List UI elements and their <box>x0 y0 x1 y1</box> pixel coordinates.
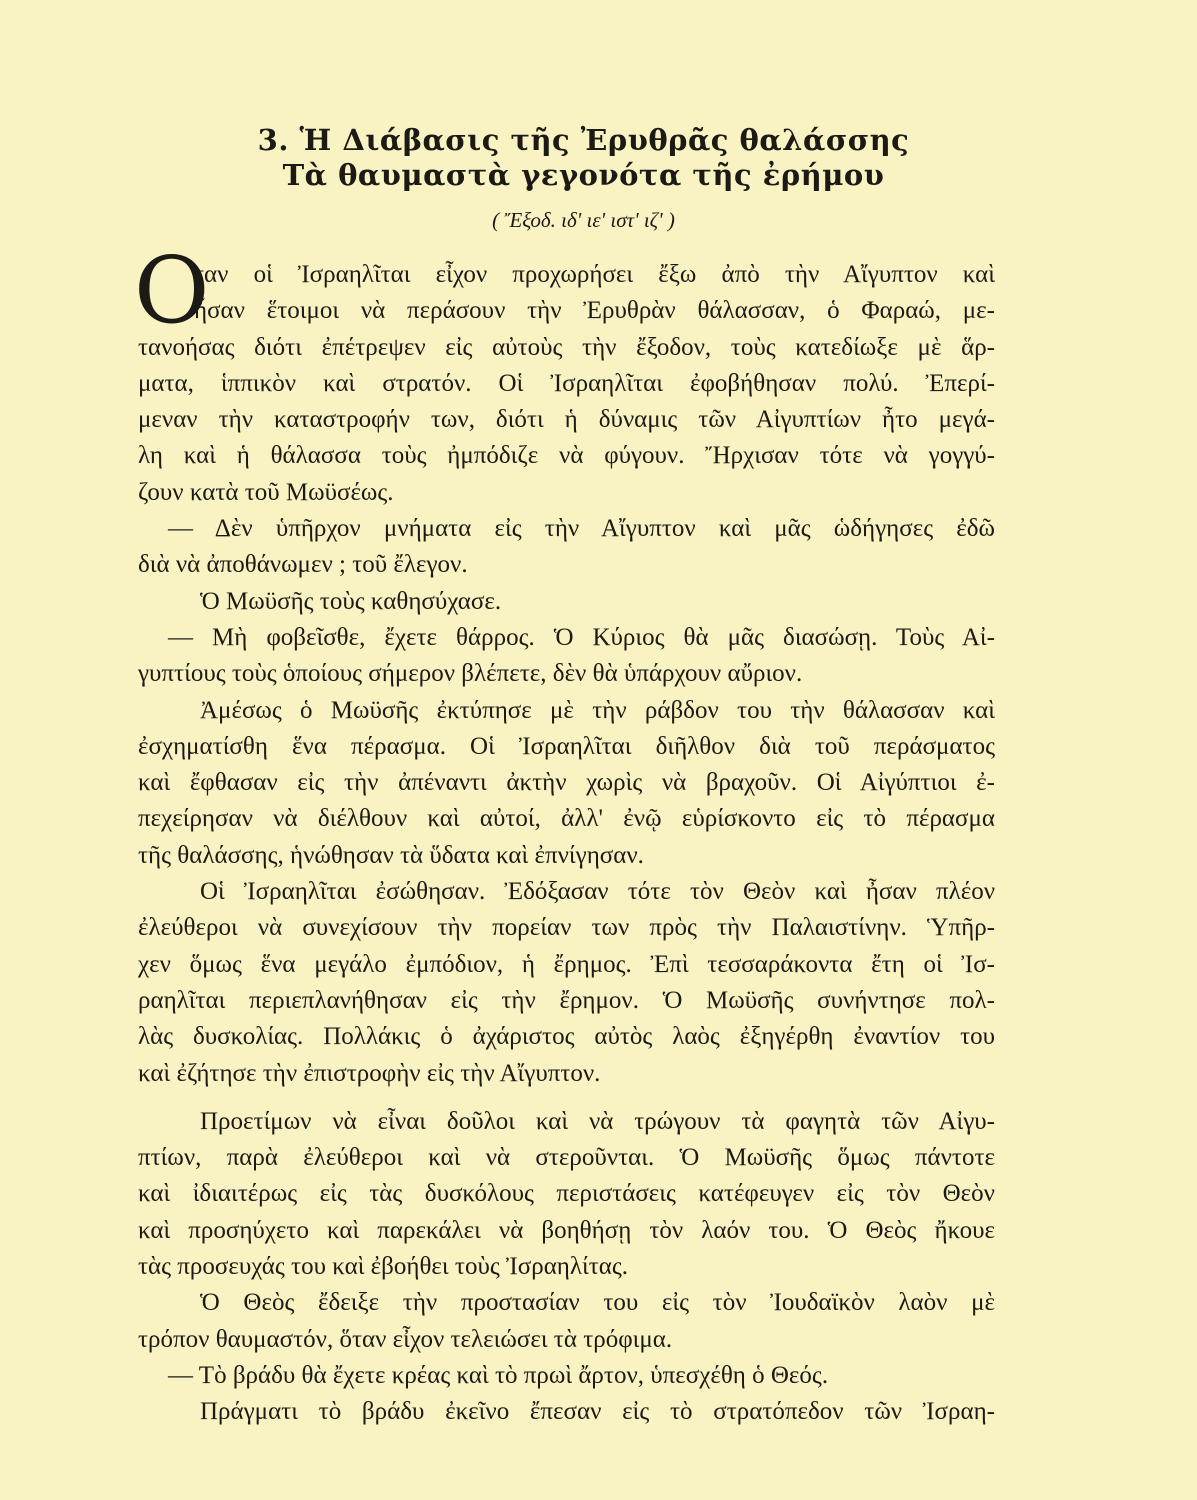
scripture-citation: ( Ἔξοδ. ιδ' ιε' ιστ' ιζ' ) <box>492 208 675 232</box>
chapter-title: 3. Ἡ Διάβασις τῆς Ἐρυθρᾶς θαλάσσης <box>257 123 910 157</box>
text-line: γυπτίους τοὺς ὁποίους σήμερον βλέπετε, δὲν θὰ ὑπάρχουν αὔριον. <box>138 660 803 688</box>
paragraph-line: Ὁ Μωϋσῆς τοὺς καθησύχασε. <box>200 587 502 615</box>
paragraph-line: Ὁ Θεὸς ἔδειξε τὴν προστασίαν του εἰς τὸν Ἰουδαϊκὸν λαὸν μὲ <box>200 1289 995 1317</box>
text-line: ματα, ἱππικὸν καὶ στρατόν. Οἱ Ἰσραηλῖται ἐφοβήθησαν πολύ. Ἐπερί- <box>138 369 995 397</box>
text-line: τὰς προσευχάς του καὶ ἐβοήθει τοὺς Ἰσραηλίτας. <box>138 1253 629 1281</box>
text-line: ἐλεύθεροι νὰ συνεχίσουν τὴν πορείαν των πρὸς τὴν Παλαιστίνην. Ὑπῆρ- <box>138 914 995 942</box>
text-line: τῆς θαλάσσης, ἡνώθησαν τὰ ὕδατα καὶ ἐπνίγησαν. <box>138 841 644 869</box>
dialogue-line: — Τὸ βράδυ θὰ ἔχετε κρέας καὶ τὸ πρωὶ ἄρτον, ὑπεσχέθη ὁ Θεός. <box>168 1361 829 1389</box>
text-line: καὶ προσηύχετο καὶ παρεκάλει νὰ βοηθήσῃ τὸν λαόν του. Ὁ Θεὸς ἤκουε <box>138 1216 995 1244</box>
text-line: χεν ὅμως ἕνα μεγάλο ἐμπόδιον, ἡ ἔρημος. Ἐπὶ τεσσαράκοντα ἔτη οἱ Ἰσ- <box>138 950 995 978</box>
paragraph-line: Προετίμων νὰ εἶναι δοῦλοι καὶ νὰ τρώγουν τὰ φαγητὰ τῶν Αἰγυ- <box>200 1107 995 1135</box>
text-line: πτίων, παρὰ ἐλεύθεροι καὶ νὰ στεροῦνται. Ὁ Μωϋσῆς ὅμως πάντοτε <box>138 1144 995 1172</box>
text-line: τανοήσας διότι ἐπέτρεψεν εἰς αὐτοὺς τὴν ἔξοδον, τοὺς κατεδίωξε μὲ ἅρ- <box>138 333 995 361</box>
text-line: καὶ ἐζήτησε τὴν ἐπιστροφὴν εἰς τὴν Αἴγυπτον. <box>138 1059 601 1087</box>
text-line: μεναν τὴν καταστροφήν των, διότι ἡ δύναμις τῶν Αἰγυπτίων ἦτο μεγά- <box>138 406 995 434</box>
text-line: ἐσχηματίσθη ἕνα πέρασμα. Οἱ Ἰσραηλῖται διῆλθον διὰ τοῦ περάσματος <box>138 732 995 760</box>
dialogue-line: — Δὲν ὑπῆρχον μνήματα εἰς τὴν Αἴγυπτον καὶ μᾶς ὡδήγησες ἐδῶ <box>168 515 995 543</box>
text-line: πεχείρησαν νὰ διέλθουν καὶ αὐτοί, ἀλλ' ἐνῷ εὑρίσκοντο εἰς τὸ πέρασμα <box>138 805 995 833</box>
text-line: διὰ νὰ ἀποθάνωμεν ; τοῦ ἔλεγον. <box>138 551 468 579</box>
dialogue-line: — Μὴ φοβεῖσθε, ἔχετε θάρρος. Ὁ Κύριος θὰ μᾶς διασώσῃ. Τοὺς Αἰ- <box>168 623 995 651</box>
text-line: τρόπον θαυμαστόν, ὅταν εἶχον τελειώσει τὰ τρόφιμα. <box>138 1325 673 1353</box>
paragraph-line: Οἱ Ἰσραηλῖται ἐσώθησαν. Ἐδόξασαν τότε τὸν Θεὸν καὶ ἦσαν πλέον <box>200 878 995 906</box>
drop-cap: Ο <box>134 237 210 344</box>
text-line: ραηλῖται περιεπλανήθησαν εἰς τὴν ἔρημον. Ὁ Μωϋσῆς συνήντησε πολ- <box>138 986 995 1014</box>
text-line: ταν οἱ Ἰσραηλῖται εἶχον προχωρήσει ἔξω ἀπὸ τὴν Αἴγυπτον καὶ <box>194 261 995 288</box>
paragraph-line: Ἀμέσως ὁ Μωϋσῆς ἐκτύπησε μὲ τὴν ράβδον του τὴν θάλασσαν καὶ <box>200 696 995 724</box>
body-text <box>134 237 995 1431</box>
chapter-subtitle: Τὰ θαυμαστὰ γεγονότα τῆς ἐρήμου <box>282 158 885 192</box>
text-line: ζουν κατὰ τοῦ Μωϋσέως. <box>138 478 394 506</box>
text-line: λη καὶ ἡ θάλασσα τοὺς ἠμπόδιζε νὰ φύγουν. Ἤρχισαν τότε νὰ γογγύ- <box>138 442 995 470</box>
paragraph-line: Πράγματι τὸ βράδυ ἐκεῖνο ἔπεσαν εἰς τὸ στρατόπεδον τῶν Ἰσραη- <box>200 1398 995 1426</box>
text-line: καὶ ἰδιαιτέρως εἰς τὰς δυσκόλους περιστάσεις κατέφευγεν εἰς τὸν Θεὸν <box>138 1180 995 1208</box>
text-line: λὰς δυσκολίας. Πολλάκις ὁ ἀχάριστος αὐτὸς λαὸς ἐξηγέρθη ἐναντίον του <box>138 1023 995 1051</box>
text-line: καὶ ἔφθασαν εἰς τὴν ἀπέναντι ἀκτὴν χωρὶς νὰ βραχοῦν. Οἱ Αἰγύπτιοι ἐ- <box>138 769 995 797</box>
text-line: ἦσαν ἕτοιμοι νὰ περάσουν τὴν Ἐρυθρὰν θάλασσαν, ὁ Φαραώ, με- <box>194 297 995 325</box>
